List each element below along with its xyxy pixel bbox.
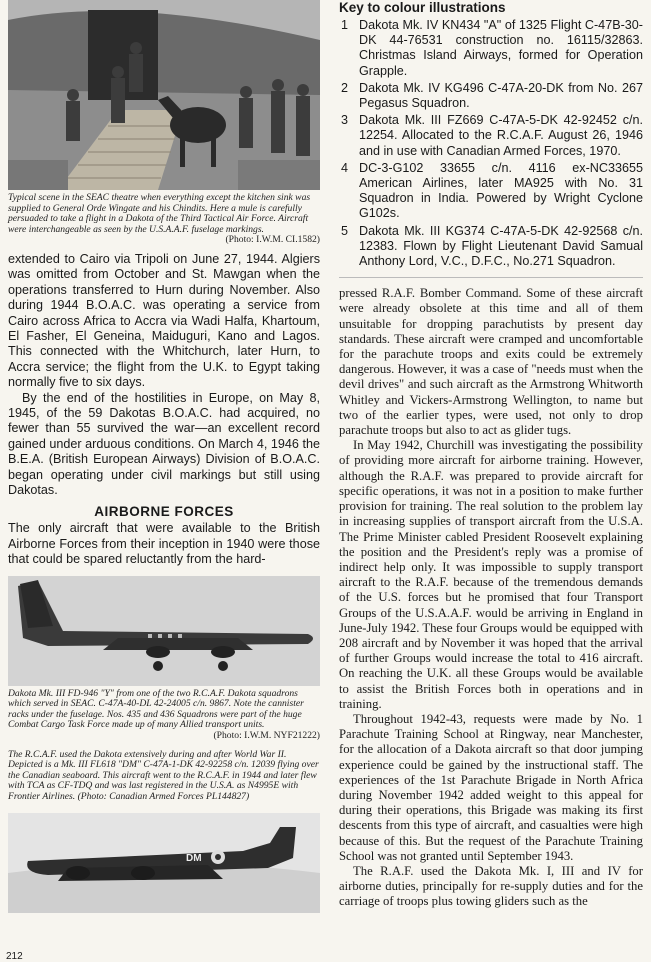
dakota-side-illustration: [8, 576, 320, 686]
body-paragraph: Throughout 1942-43, requests were made by No. 1 Parachute Training School at Ringway, near Manchester, for the allocation of a Dakota aircraft so that door jumping experience could be gained by the instructional staff. The experiences of the 1st Parachute Brigade in North Africa during November 1942 added weight to this appeal for during their operations, this Brigade was making its first descents from this type of aircraft, and casualties were high because of this. But the request of the Parachute Training School was not granted until September 1943.: [339, 711, 643, 863]
key-item: 1 Dakota Mk. IV KN434 "A" of 1325 Flight C-47B-30-DK 44-76531 construction no. 16115/32863. Christmas Island Airways, formed for Operation Grapple.: [341, 18, 643, 78]
key-title: Key to colour illustrations: [339, 0, 506, 15]
dakota-fl618-credit: (Photo: Canadian Armed Forces PL144827): [77, 791, 250, 803]
body-paragraph: In May 1942, Churchill was investigating the possibility of providing more aircraft for airborne training. However, although the R.A.F. was prepared to provide aircraft for specific operations, it was not in a position to make further provision for training. The real solution to the problem lay in increasing supplies of transport aircraft from the U.S.A. The Prime Minister cabled President Roosevelt explaining the position and the President's reply was a promise of indirect help only. It was impossible to supply transport aircraft to the R.A.F. because of the tremendous demands of the U.S. forces but he promised that four Transport Groups of the U.S.A.A.F. would be arriving in England in June-July 1942. These four Groups would be equipped with 208 aircraft and by November it was hoped that the arrival of further Groups would increase the total to 416 aircraft. On reaching the U.K. all these Groups would be available to assist the British Forces both in operations and in training.: [339, 438, 643, 711]
left-column: [8, 0, 320, 913]
mule-photo-credit: (Photo: I.W.M. CI.1582): [225, 234, 320, 246]
key-list: [339, 18, 643, 269]
aircraft-marking: DM: [186, 852, 202, 864]
body-paragraph: The only aircraft that were available to the British Airborne Forces from their inception in 1940 were those that could be spared reluctantly from the hard-: [8, 521, 320, 567]
dakota-fd946-photo: [8, 576, 320, 686]
dakota-fl618-photo: [8, 813, 320, 913]
mule-loading-illustration: [8, 0, 320, 190]
body-paragraph: The R.A.F. used the Dakota Mk. I, III and IV for airborne duties, principally for re-supply duties and for the carriage of troops plus towing gliders such as the: [339, 863, 643, 909]
dakota-fl618-caption: The R.C.A.F. used the Dakota extensively during and after World War II. Depicted is a Mk. III FL618 "DM" C-47A-1-DK 42-92258 c/n. 12039 flying over the Canadian seaboard. This aircraft went to the R.C.A.F. in 1944 and later flew with TCA as CF-TDQ and was last registered in the U.S.A. as N4995E with Frontier Airlines. (Photo: Canadian Armed Forces PL144827): [8, 748, 319, 803]
mule-photo-caption: Typical scene in the SEAC theatre when everything except the kitchen sink was supplied to General Orde Wingate and his Chindits. Here a mule is carefully persuaded to take a flight in a Dakota of the Third Tactical Air Force. Aircraft were interchangeable as seen by the U.S.A.A.F. fuselage markings. (Photo: I.W.M. CI.1582): [8, 192, 320, 246]
key-item: 4 DC-3-G102 33655 c/n. 4116 ex-NC33655 American Airlines, later MA925 with No. 31 Squadron in India. Powered by Wright Cyclone G102s.: [341, 160, 643, 221]
dakota-fl618-illustration: [8, 813, 320, 913]
key-item: 5 Dakota Mk. III KG374 C-47A-5-DK 42-92568 c/n. 12383. Flown by Flight Lieutenant David Samual Anthony Lord, V.C., D.F.C., No.271 Squadron.: [341, 223, 643, 269]
key-item: 3 Dakota Mk. III FZ669 C-47A-5-DK 42-92452 c/n. 12254. Allocated to the R.C.A.F. August 26, 1946 and in use with Canadian Armed Forces, 1970.: [341, 113, 643, 158]
key-item: 2 Dakota Mk. IV KG496 C-47A-20-DK from No. 267 Pegasus Squadron.: [341, 80, 643, 111]
page-number: 212: [6, 951, 23, 962]
right-column: [339, 0, 643, 910]
divider: [339, 277, 643, 278]
section-heading: AIRBORNE FORCES: [94, 504, 234, 520]
dakota-fd946-caption: Dakota Mk. III FD-946 "Y" from one of the two R.C.A.F. Dakota squadrons which served in SEAC. C-47A-40-DL 42-24005 c/n. 9867. Note the cannister racks under the fuselage. Nos. 435 and 436 Squadrons were part of the huge Combat Cargo Task Force made up of many Allied transport units. (Photo: I.W.M. NYF21222): [8, 687, 320, 742]
body-paragraph: By the end of the hostilities in Europe, on May 8, 1945, of the 59 Dakotas B.O.A.C. had acquired, no fewer than 55 survived the war—an excellent record gained under arduous conditions. On March 4, 1946 the B.E.A. (British European Airways) Division of B.O.A.C. began operating under civil markings but still using Dakotas.: [8, 390, 320, 498]
dakota-fd946-credit: (Photo: I.W.M. NYF21222): [213, 730, 320, 742]
body-paragraph: pressed R.A.F. Bomber Command. Some of these aircraft were already obsolete at this time and all of them unsuitable for dropping parachutists by present day standards. These aircraft were cramped and uncomfortable for the parachute troops and exits could be extremely dangerous. However, it was a case of "needs must when the devil drives" and such aircraft as the Armstrong Whitworth Whitley and Vickers-Armstrong Wellington, to name but two of the earlier types, were used, not only to drop parachute troops but also to act as glider tugs.: [339, 286, 643, 438]
mule-loading-photo: [8, 0, 320, 190]
body-paragraph: extended to Cairo via Tripoli on June 27, 1944. Algiers was omitted from October and St. Mawgan when the operations transferred to Hurn during November. Also during 1944 B.O.A.C. was operating a service from Cairo across Africa to Accra via Wadi Halfa, Khartoum, El Fasher, El Geneina, Maiduguri, Kano and Lagos. This connected with the Whitchurch, later Hurn, to Accra service; the flight from the U.K. to Egypt taking normally five to six days.: [8, 251, 320, 390]
